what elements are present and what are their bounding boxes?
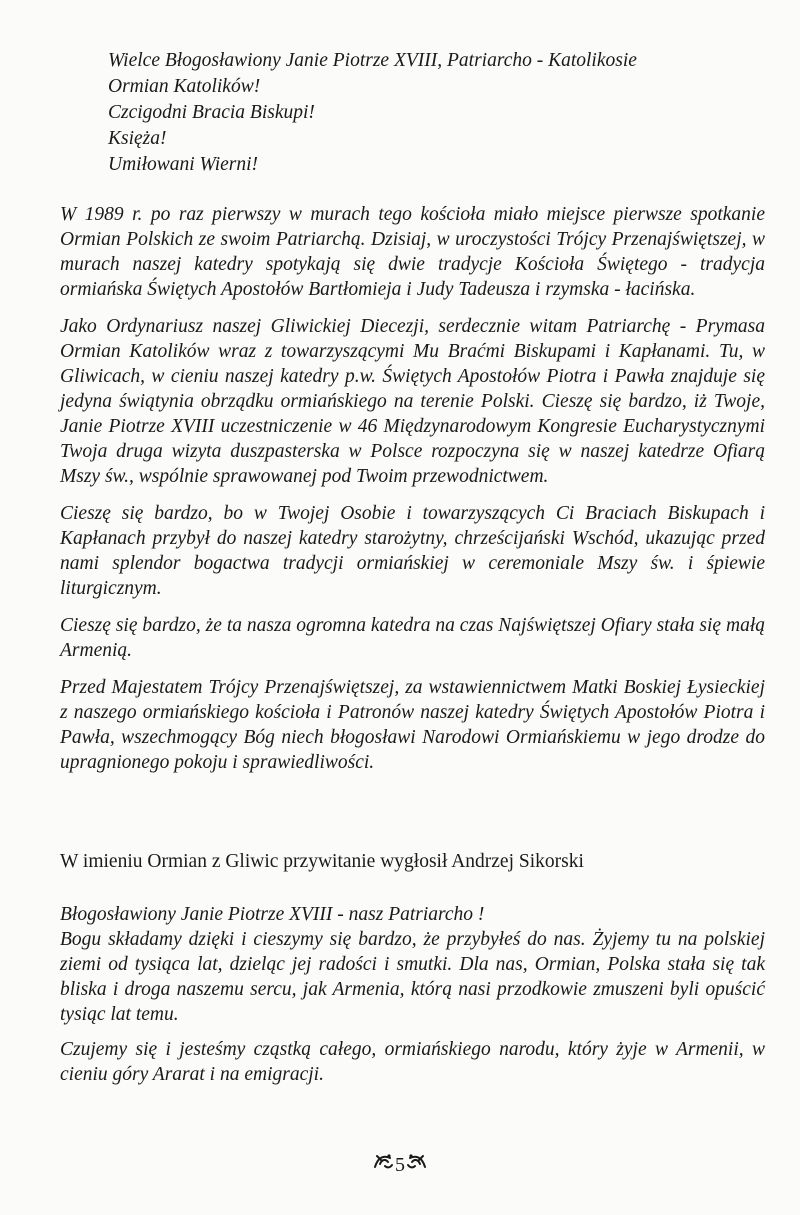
- speech-paragraph: W 1989 r. po raz pierwszy w murach tego kościoła miało miejsce pierwsze spotkanie Ormian Polskich ze swoim Patriarchą. Dzisiaj, w uroczystości Trójcy Przenajświętszej, w murach naszej katedry spotykają się dwie tradycje Kościoła Świętego - tradycja ormiańska Świętych Apostołów Bartłomieja i Judy Tadeusza i rzymska - łacińska.: [60, 204, 765, 300]
- speech-paragraph: Cieszę się bardzo, bo w Twojej Osobie i towarzyszących Ci Braciach Biskupach i Kapłanach przybył do naszej katedry starożytny, chrześcijański Wschód, ukazując przed nami splendor bogactwa tradycji ormiańskiej w ceremoniale Mszy św. i śpiewie liturgicznym.: [60, 503, 765, 599]
- speech-address: Błogosławiony Janie Piotrze XVIII - nasz Patriarcho !: [60, 904, 485, 925]
- greeting-block: [108, 48, 728, 178]
- speech-paragraph: Cieszę się bardzo, że ta nasza ogromna katedra na czas Najświętszej Ofiary stała się małą Armenią.: [60, 615, 765, 661]
- floral-ornament-icon: [372, 1152, 394, 1179]
- bishop-speech: [60, 202, 765, 787]
- speaker-credit: W imieniu Ormian z Gliwic przywitanie wygłosił Andrzej Sikorski: [60, 851, 584, 872]
- speech-paragraph: Bogu składamy dzięki i cieszymy się bardzo, że przybyłeś do nas. Żyjemy tu na polskiej ziemi od tysiąca lat, dzieląc jej radości i smutki. Dla nas, Ormian, Polska stała się tak bliska i droga naszemu sercu, jak Armenia, którą nasi przodkowie zmuszeni byli opuścić tysiąc lat temu.: [60, 929, 765, 1025]
- page-footer: [0, 1151, 800, 1179]
- greeting-line: Wielce Błogosławiony Janie Piotrze XVIII, Patriarcho - Katolikosie: [108, 50, 637, 71]
- community-speech: [60, 902, 765, 1097]
- greeting-line: Czcigodni Bracia Biskupi!: [108, 102, 315, 123]
- greeting-line: Księża!: [108, 128, 167, 149]
- floral-ornament-icon: [406, 1152, 428, 1179]
- greeting-line: Umiłowani Wierni!: [108, 154, 259, 175]
- greeting-line: Ormian Katolików!: [108, 76, 261, 97]
- page-number: 5: [395, 1154, 405, 1177]
- speech-paragraph: Czujemy się i jesteśmy cząstką całego, ormiańskiego narodu, który żyje w Armenii, w cieniu góry Ararat i na emigracji.: [60, 1039, 765, 1085]
- speech-paragraph: Jako Ordynariusz naszej Gliwickiej Diecezji, serdecznie witam Patriarchę - Prymasa Ormian Katolików wraz z towarzyszącymi Mu Braćmi Biskupami i Kapłanami. Tu, w Gliwicach, w cieniu naszej katedry p.w. Świętych Apostołów Piotra i Pawła znajduje się jedyna świątynia obrządku ormiańskiego na terenie Polski. Cieszę się bardzo, iż Twoje, Janie Piotrze XVIII uczestniczenie w 46 Międzynarodowym Kongresie Eucharystycznymi Twoja druga wizyta duszpasterska w Polsce rozpoczyna się w naszej katedrze Ofiarą Mszy św., wspólnie sprawowanej pod Twoim przewodnictwem.: [60, 316, 765, 487]
- speech-paragraph: Przed Majestatem Trójcy Przenajświętszej, za wstawiennictwem Matki Boskiej Łysieckiej z naszego ormiańskiego kościoła i Patronów naszej katedry Świętych Apostołów Piotra i Pawła, wszechmogący Bóg niech błogosławi Narodowi Ormiańskiemu w jego drodze do upragnionego pokoju i sprawiedliwości.: [60, 677, 765, 773]
